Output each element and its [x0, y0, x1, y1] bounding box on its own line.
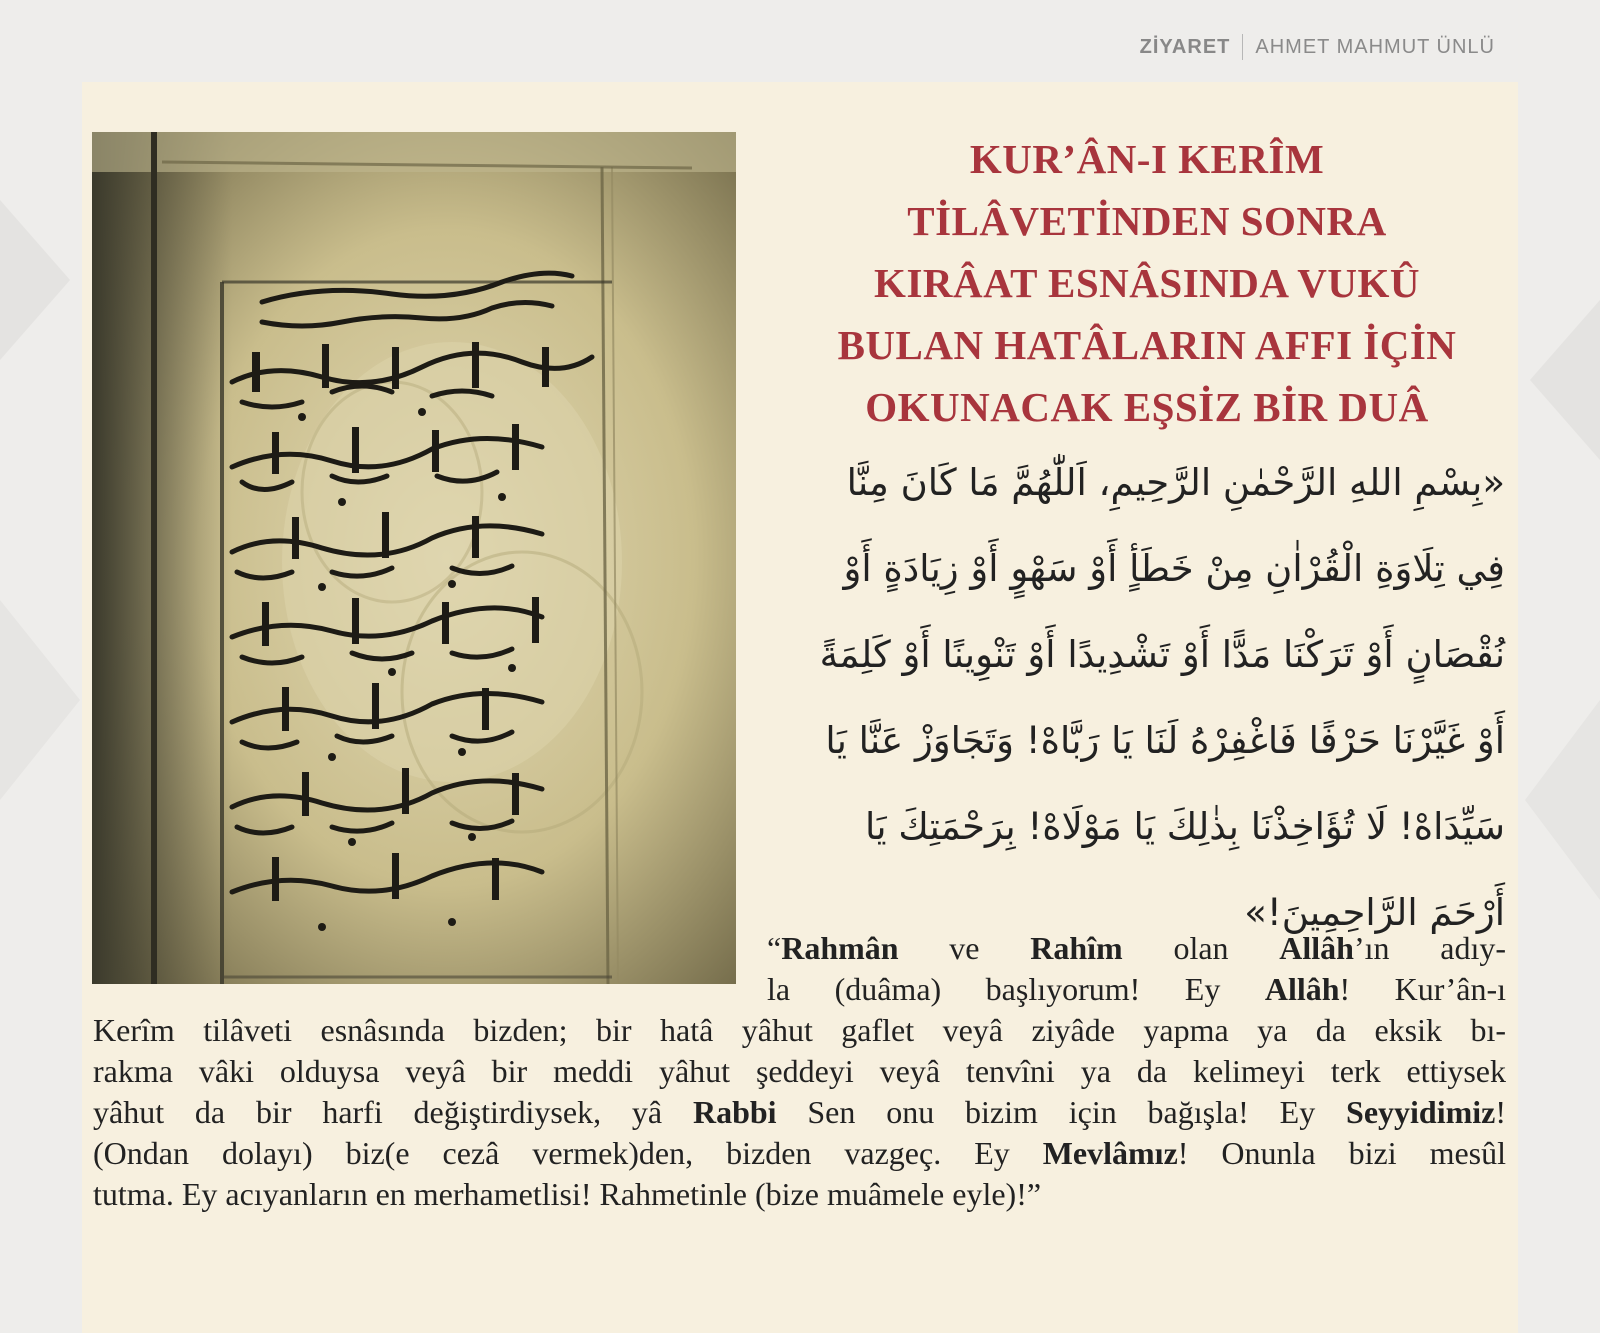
arabic-line: نُقْصَانٍ أَوْ تَرَكْنَا مَدًّا أَوْ تَشْدِيدًا أَوْ تَنْوِينًا أَوْ كَلِمَةً — [819, 633, 1505, 676]
translation-line — [767, 969, 1506, 1010]
translation-line — [767, 928, 1506, 969]
bold-term: Mevlâmız — [1042, 1135, 1178, 1171]
bold-term: Rahmân — [781, 930, 899, 966]
arabic-prayer — [770, 440, 1505, 956]
header-author: AHMET MAHMUT ÜNLÜ — [1255, 35, 1495, 58]
text-run: (Ondan dolayı) biz(e cezâ vermek)den, bizden vazgeç. Ey — [93, 1135, 1043, 1171]
translation-line — [93, 1092, 1506, 1133]
translation-line: tutma. Ey acıyanların en merhametlisi! Rahmetinle (bize muâmele eyle)!” — [93, 1176, 1042, 1212]
text-run: olan — [1122, 930, 1280, 966]
arabic-line: أَرْحَمَ الرَّاحِمِينَ!» — [1244, 891, 1505, 934]
title-line: OKUNACAK EŞSİZ BİR DUÂ — [865, 384, 1429, 430]
bold-term: Allâh — [1264, 971, 1340, 1007]
text-run: yâhut da bir harfi değiştirdiysek, yâ — [93, 1094, 693, 1130]
article-title — [752, 128, 1542, 438]
text-run: ! Kur’ân-ı — [1339, 971, 1507, 1007]
text-run: Sen onu bizim için bağışla! Ey — [776, 1094, 1347, 1130]
bold-term: Allâh — [1279, 930, 1354, 966]
turkish-translation — [93, 928, 1506, 1215]
text-run: ! — [1495, 1094, 1507, 1130]
translation-line: Kerîm tilâveti esnâsında bizden; bir hatâ yâhut gaflet veyâ ziyâde yapma ya da eksik bı- — [93, 1012, 1506, 1048]
bold-term: Rahîm — [1030, 930, 1123, 966]
arabic-line: سَيِّدَاهْ! لَا تُؤَاخِذْنَا بِذٰلِكَ يَا مَوْلَاهْ! بِرَحْمَتِكَ يَا — [865, 805, 1505, 848]
title-line: KIRÂAT ESNÂSINDA VUKÛ — [874, 260, 1420, 306]
text-run: ! Onunla bizi mesûl — [1177, 1135, 1506, 1171]
arabic-line: «بِسْمِ اللهِ الرَّحْمٰنِ الرَّحِيمِ، اَللّٰهُمَّ مَا كَانَ مِنَّا — [846, 461, 1505, 504]
header-divider — [1242, 34, 1243, 60]
header-section: ZİYARET — [1139, 35, 1231, 58]
text-run: “ — [767, 930, 782, 966]
translation-line — [93, 1133, 1506, 1174]
title-line: KUR’ÂN-I KERÎM — [969, 136, 1325, 182]
title-line: BULAN HATÂLARIN AFFI İÇİN — [837, 322, 1457, 368]
arabic-line: أَوْ غَيَّرْنَا حَرْفًا فَاغْفِرْهُ لَنَا يَا رَبَّاهْ! وَتَجَاوَزْ عَنَّا يَا — [825, 719, 1505, 762]
page-header — [1140, 34, 1495, 60]
translation-line: rakma vâki olduysa veyâ bir meddi yâhut şeddeyi veyâ tenvîni ya da kelimeyi terk ettiysek — [93, 1053, 1506, 1089]
bold-term: Seyyidimiz — [1346, 1094, 1496, 1130]
arabic-line: فِي تِلَاوَةِ الْقُرْاٰنِ مِنْ خَطَأٍ أَوْ سَهْوٍ أَوْ زِيَادَةٍ أَوْ — [843, 547, 1505, 590]
text-run: la (duâma) başlıyorum! Ey — [767, 971, 1265, 1007]
text-run: ’ın adıy- — [1353, 930, 1507, 966]
bold-term: Rabbi — [692, 1094, 777, 1130]
text-run: ve — [898, 930, 1031, 966]
title-line: TİLÂVETİNDEN SONRA — [907, 198, 1387, 244]
manuscript-image — [92, 132, 736, 984]
